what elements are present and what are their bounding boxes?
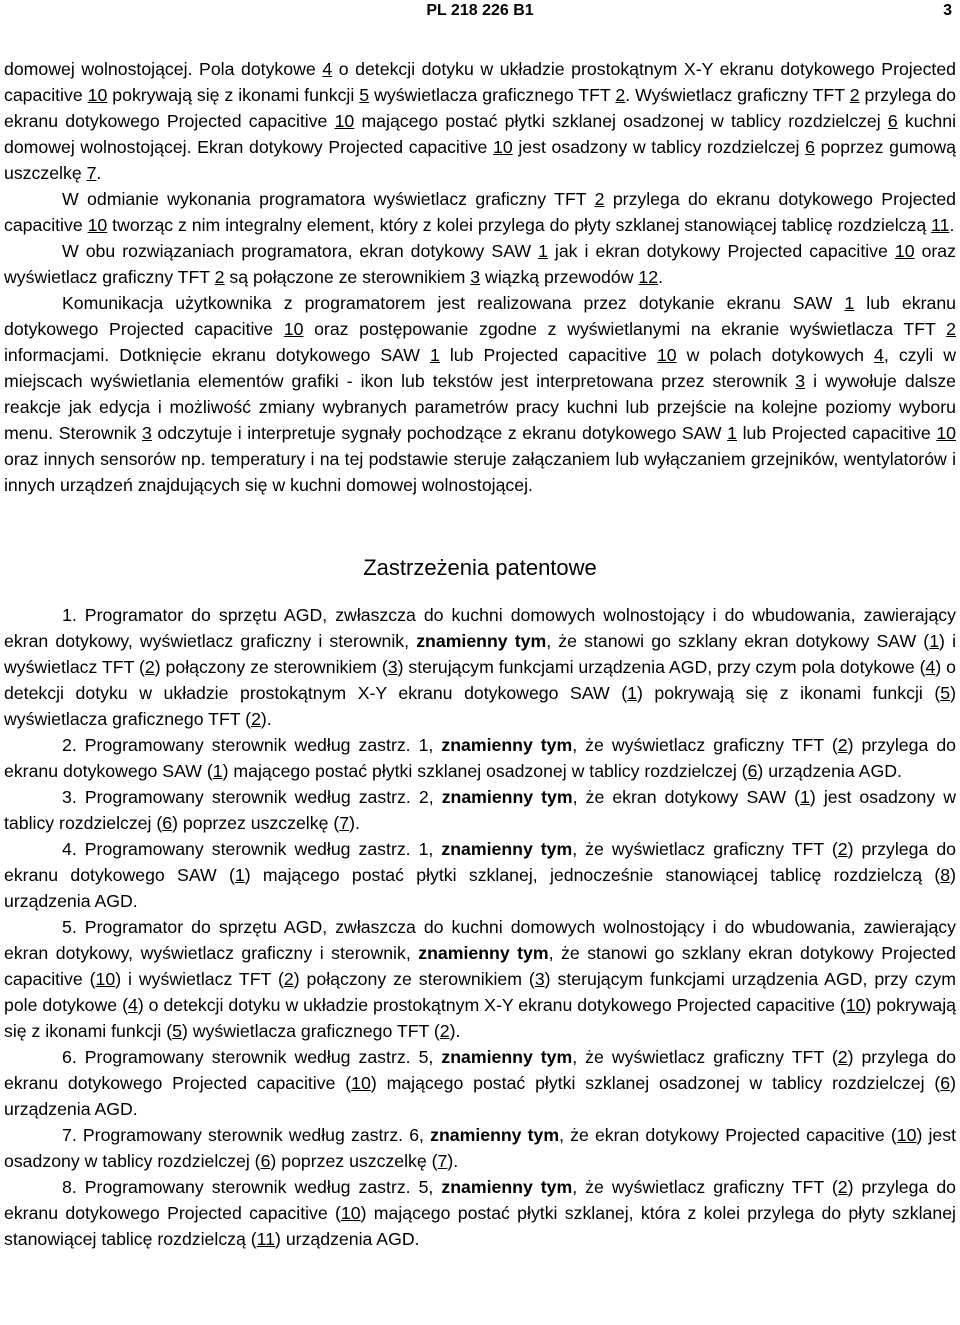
reference-number: 10 (351, 1073, 371, 1093)
reference-number: 2 (837, 839, 848, 859)
claim-1: 1. Programator do sprzętu AGD, zwłaszcza do kuchni domowych wolnostojący i do wbudowania, zawierający ekran dotykowy, wyświetlacz graficzny i sterownik, znamienny tym, że stanowi go szklany ekran dotykowy SAW (1) i wyświetlacz TFT (2) połączony ze sterownikiem (3) sterującym funkcjami urządzenia AGD, przy czym pola dotykowe (4) o detekcji dotyku w układzie prostokątnym X-Y ekranu dotykowego SAW (1) pokrywają się z ikonami funkcji (5) wyświetlacza graficznego TFT (2). (4, 605, 957, 729)
reference-number: 6 (940, 1073, 951, 1093)
reference-number: 2 (837, 1047, 848, 1067)
reference-number: 6 (747, 761, 758, 781)
reference-number: 10 (95, 969, 116, 989)
reference-number: 1 (929, 631, 940, 651)
reference-number: 2 (214, 267, 225, 287)
reference-number: 2 (439, 1021, 450, 1041)
claim-6: 6. Programowany sterownik według zastrz. 5, znamienny tym, że wyświetlacz graficzny TFT (2) przylega do ekranu dotykowego Projected capacitive (10) mającego postać płytki szklanej osadzonej w tablicy rozdzielczej (6) urządzenia AGD. (4, 1047, 957, 1119)
reference-number: 6 (162, 813, 173, 833)
reference-number: 2 (946, 319, 956, 339)
reference-number: 2 (849, 85, 860, 105)
characterizing-phrase: znamienny tym (441, 1047, 573, 1067)
reference-number: 3 (142, 423, 152, 443)
page-content (4, 56, 956, 1252)
reference-number: 1 (800, 787, 810, 807)
reference-number: 6 (805, 137, 815, 157)
claim-8: 8. Programowany sterownik według zastrz. 5, znamienny tym, że wyświetlacz graficzny TFT (2) przylega do ekranu dotykowego Projected capacitive (10) mającego postać płytki szklanej, która z kolei przylega do płyty szklanej stanowiącej tablicę rozdzielczą (11) urządzenia AGD. (4, 1177, 957, 1249)
reference-number: 1 (844, 293, 855, 313)
reference-number: 10 (656, 345, 677, 365)
paragraph: W obu rozwiązaniach programatora, ekran dotykowy SAW 1 jak i ekran dotykowy Projected capacitive 10 oraz wyświetlacz graficzny TFT 2 są połączone ze sterownikiem 3 wiązką przewodów 12. (4, 241, 956, 287)
reference-number: 1 (727, 423, 737, 443)
paragraph: Komunikacja użytkownika z programatorem jest realizowana przez dotykanie ekranu SAW 1 lub ekranu dotykowego Projected capacitive 10 oraz postępowanie zgodne z wyświetlanymi na ekranie wyświetlacza TFT 2 informacjami. Dotknięcie ekranu dotykowego SAW 1 lub Projected capacitive 10 w polach dotykowych 4, czyli w miejscach wyświetlania elementów grafiki - ikon lub tekstów jest interpretowana przez sterownik 3 i wywołuje dalsze reakcje jak edycja i możliwość zmiany wybranych parametrów pracy kuchni lub przejście na kolejne poziomy wyboru menu. Sterownik 3 odczytuje i interpretuje sygnały pochodzące z ekranu dotykowego SAW 1 lub Projected capacitive 10 oraz innych sensorów np. temperatury i na tej podstawie steruje załączaniem lub wyłączaniem grzejników, wentylatorów i innych urządzeń znajdujących się w kuchni domowej wolnostojącej. (4, 293, 957, 495)
reference-number: 10 (493, 137, 513, 157)
reference-number: 10 (896, 1125, 917, 1145)
reference-number: 2 (144, 657, 155, 677)
claim-7: 7. Programowany sterownik według zastrz. 6, znamienny tym, że ekran dotykowy Projected capacitive (10) jest osadzony w tablicy rozdzielczej (6) poprzez uszczelkę (7). (4, 1125, 956, 1171)
reference-number: 2 (615, 85, 626, 105)
patent-number: PL 218 226 B1 (426, 2, 534, 19)
reference-number: 10 (334, 111, 355, 131)
page-number: 3 (943, 2, 952, 19)
reference-number: 4 (322, 59, 333, 79)
characterizing-phrase: znamienny tym (441, 839, 573, 859)
reference-number: 2 (283, 969, 294, 989)
reference-number: 10 (894, 241, 915, 261)
reference-number: 12 (638, 267, 659, 287)
characterizing-phrase: znamienny tym (441, 735, 573, 755)
reference-number: 2 (251, 709, 261, 729)
claim-4: 4. Programowany sterownik według zastrz. 1, znamienny tym, że wyświetlacz graficzny TFT (2) przylega do ekranu dotykowego SAW (1) mającego postać płytki szklanej, jednocześnie stanowiącej tablicę rozdzielczą (8) urządzenia AGD. (4, 839, 957, 911)
reference-number: 11 (931, 215, 950, 235)
characterizing-phrase: znamienny tym (430, 1125, 560, 1145)
reference-number: 7 (86, 163, 97, 183)
reference-number: 5 (359, 85, 370, 105)
reference-number: 1 (627, 683, 637, 703)
reference-number: 10 (283, 319, 304, 339)
reference-number: 4 (874, 345, 884, 365)
characterizing-phrase: znamienny tym (416, 631, 547, 651)
reference-number: 1 (212, 761, 223, 781)
reference-number: 10 (936, 423, 957, 443)
reference-number: 4 (127, 995, 138, 1015)
reference-number: 3 (470, 267, 481, 287)
reference-number: 10 (340, 1203, 361, 1223)
reference-number: 10 (87, 215, 108, 235)
claim-5: 5. Programator do sprzętu AGD, zwłaszcza do kuchni domowych wolnostojący i do wbudowania, zawierający ekran dotykowy, wyświetlacz graficzny i sterownik, znamienny tym, że stanowi go szklany ekran dotykowy Projected capacitive (10) i wyświetlacz TFT (2) połączony ze sterownikiem (3) sterującym funkcjami urządzenia AGD, przy czym pole dotykowe (4) o detekcji dotyku w układzie prostokątnym X-Y ekranu dotykowego Projected capacitive (10) pokrywają się z ikonami funkcji (5) wyświetlacza graficznego TFT (2). (4, 917, 956, 1041)
reference-number: 7 (339, 813, 350, 833)
reference-number: 3 (387, 657, 398, 677)
reference-number: 5 (172, 1021, 182, 1041)
reference-number: 11 (256, 1229, 276, 1249)
paragraph: domowej wolnostojącej. Pola dotykowe 4 o detekcji dotyku w układzie prostokątnym X-Y ekranu dotykowego Projected capacitive 10 pokrywają się z ikonami funkcji 5 wyświetlacza graficznego TFT 2. Wyświetlacz graficzny TFT 2 przylega do ekranu dotykowego Projected capacitive 10 mającego postać płytki szklanej osadzonej w tablicy rozdzielczej 6 kuchni domowej wolnostojącej. Ekran dotykowy Projected capacitive 10 jest osadzony w tablicy rozdzielczej 6 poprzez gumową uszczelkę 7. (4, 59, 957, 183)
reference-number: 3 (795, 371, 806, 391)
reference-number: 6 (887, 111, 898, 131)
reference-number: 4 (925, 657, 936, 677)
reference-number: 2 (837, 735, 848, 755)
paragraph: W odmianie wykonania programatora wyświetlacz graficzny TFT 2 przylega do ekranu dotykowego Projected capacitive 10 tworząc z nim integralny element, który z kolei przylega do płyty szklanej stanowiącej tablicę rozdzielczą 11. (4, 189, 956, 235)
reference-number: 10 (87, 85, 108, 105)
reference-number: 2 (594, 189, 605, 209)
reference-number: 3 (534, 969, 545, 989)
characterizing-phrase: znamienny tym (418, 943, 549, 963)
claim-2: 2. Programowany sterownik według zastrz. 1, znamienny tym, że wyświetlacz graficzny TFT (2) przylega do ekranu dotykowego SAW (1) mającego postać płytki szklanej osadzonej w tablicy rozdzielczej (6) urządzenia AGD. (4, 735, 957, 781)
reference-number: 8 (940, 865, 951, 885)
reference-number: 1 (430, 345, 440, 365)
claims-heading: Zastrzeżenia patentowe (363, 555, 597, 580)
reference-number: 1 (538, 241, 548, 261)
page-header (0, 0, 960, 22)
characterizing-phrase: znamienny tym (441, 787, 573, 807)
characterizing-phrase: znamienny tym (441, 1177, 573, 1197)
reference-number: 7 (437, 1151, 448, 1171)
reference-number: 1 (234, 865, 245, 885)
reference-number: 6 (260, 1151, 271, 1171)
reference-number: 2 (837, 1177, 848, 1197)
reference-number: 5 (940, 683, 951, 703)
reference-number: 10 (845, 995, 866, 1015)
claim-3: 3. Programowany sterownik według zastrz. 2, znamienny tym, że ekran dotykowy SAW (1) jest osadzony w tablicy rozdzielczej (6) poprzez uszczelkę (7). (4, 787, 956, 833)
